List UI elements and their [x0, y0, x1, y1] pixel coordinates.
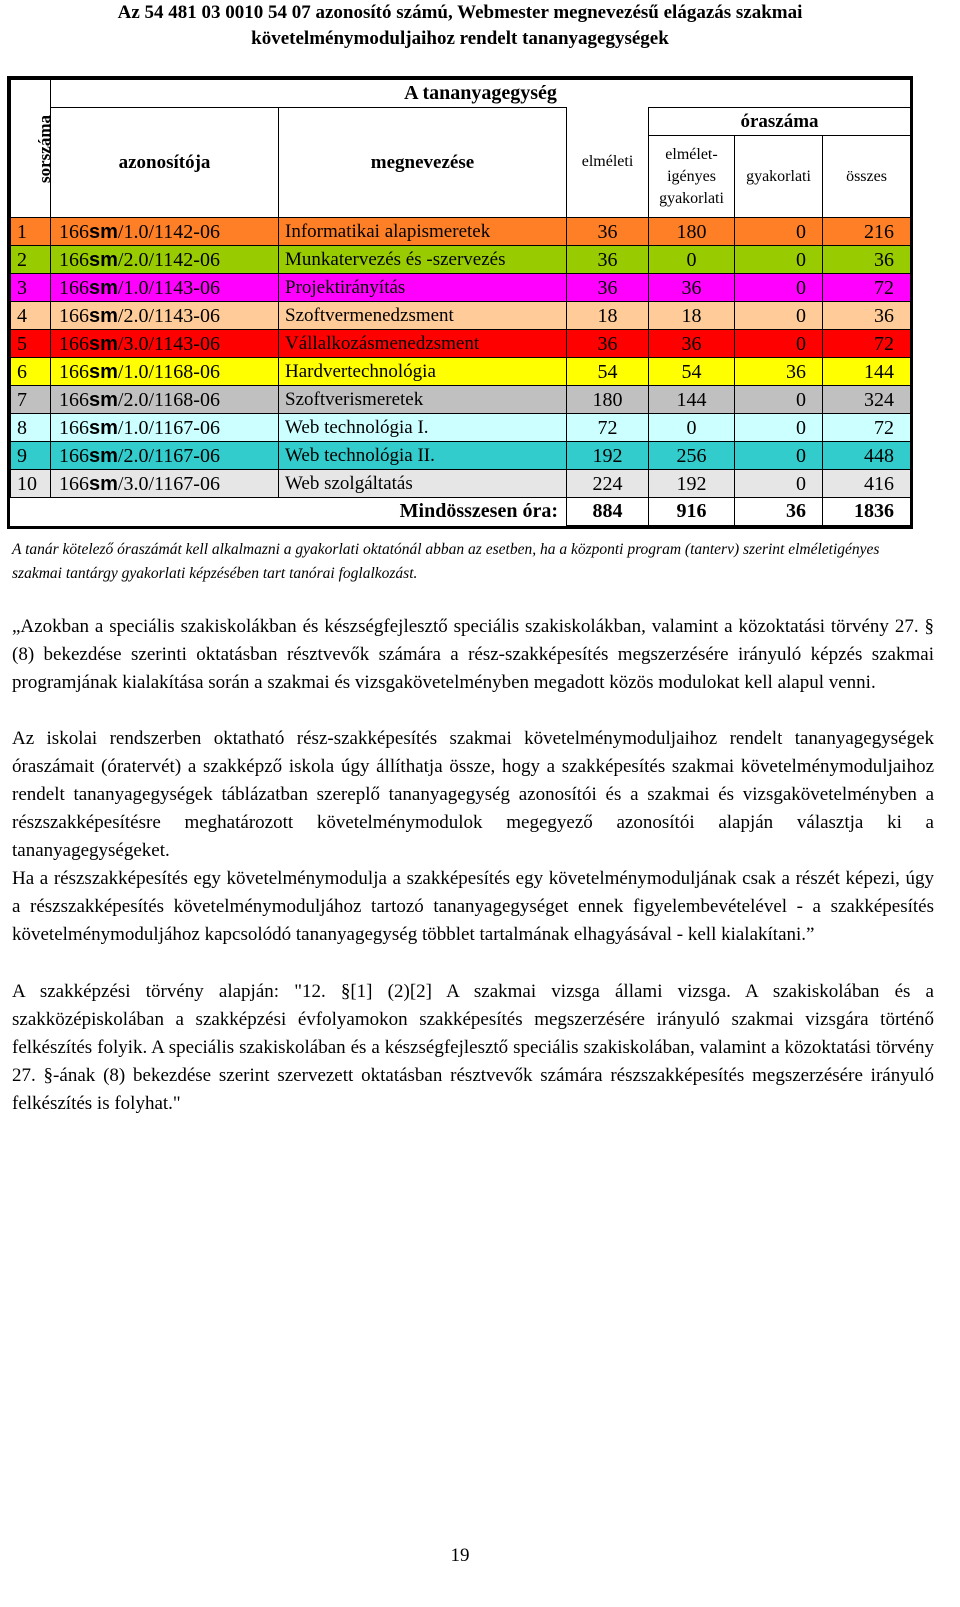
- code-sm: sm: [89, 472, 118, 495]
- paragraph-2: Az iskolai rendszerben oktatható rész-szakképesítés szakmai követelménymoduljaihoz rendelt tananyagegységek óraszámait (óratervét) a szakképző iskola úgy állíthatja össze, hogy a szakképesítés szakmai követelménymoduljaihoz rendelt tananyagegységek táblázatban szereplő tananyagegység azonosítói és a szakmai és vizsgakövetelményben a részszakképesítésre meghatározott követelménymodulok megegyező azonosítói alapján választja ki a tananyagegységeket.: [12, 728, 934, 861]
- row-gyakorlati: 0: [735, 218, 823, 246]
- title-line-1: Az 54 481 03 0010 54 07 azonosító számú, Webmester megnevezésű elágazás szakmai: [117, 2, 803, 23]
- row-gyakorlati: 0: [735, 442, 823, 470]
- code-suffix: /1.0/1168-06: [117, 360, 220, 383]
- code-suffix: /2.0/1168-06: [117, 388, 220, 411]
- row-osszes: 72: [823, 330, 911, 358]
- row-code: [51, 470, 279, 498]
- row-number: 6: [11, 358, 51, 386]
- row-elmeletigenyes: 0: [649, 246, 735, 274]
- row-code: [51, 218, 279, 246]
- row-gyakorlati: 0: [735, 274, 823, 302]
- row-code: [51, 386, 279, 414]
- row-gyakorlati: 0: [735, 302, 823, 330]
- total-row: [11, 498, 911, 526]
- code-prefix: 166: [59, 472, 89, 495]
- total-label: Mindösszesen óra:: [399, 500, 558, 523]
- code-prefix: 166: [59, 444, 89, 467]
- code-sm: sm: [89, 360, 118, 383]
- header-oraszama: óraszáma: [649, 108, 911, 136]
- code-sm: sm: [89, 444, 118, 467]
- header-elmeletigenyes-2: igényes: [667, 167, 716, 185]
- row-elmeleti: 192: [567, 442, 649, 470]
- row-gyakorlati: 36: [735, 358, 823, 386]
- row-elmeletigenyes: 144: [649, 386, 735, 414]
- header-megnevezese: megnevezése: [279, 108, 567, 218]
- row-elmeletigenyes: 18: [649, 302, 735, 330]
- row-gyakorlati: 0: [735, 414, 823, 442]
- row-name: Informatikai alapismeretek: [279, 218, 567, 246]
- row-elmeleti: 36: [567, 274, 649, 302]
- code-prefix: 166: [59, 248, 89, 271]
- header-elmeletigenyes: [649, 136, 735, 218]
- table-row: [11, 302, 911, 330]
- row-name: Szoftvermenedzsment: [279, 302, 567, 330]
- code-sm: sm: [89, 388, 118, 411]
- row-number: 7: [11, 386, 51, 414]
- code-sm: sm: [89, 220, 118, 243]
- row-osszes: 324: [823, 386, 911, 414]
- header-sorszama: [11, 80, 54, 218]
- total-elmeleti: 884: [567, 498, 649, 526]
- table-row: [11, 470, 911, 498]
- row-osszes: 36: [823, 246, 911, 274]
- units-table: [10, 79, 911, 526]
- row-name: Web technológia I.: [279, 414, 567, 442]
- code-suffix: /2.0/1167-06: [117, 444, 220, 467]
- code-suffix: /2.0/1142-06: [117, 248, 220, 271]
- table-row: [11, 358, 911, 386]
- row-elmeletigenyes: 0: [649, 414, 735, 442]
- total-osszes: 1836: [823, 498, 911, 526]
- header-osszes: összes: [823, 136, 911, 218]
- code-suffix: /3.0/1143-06: [117, 332, 220, 355]
- row-elmeletigenyes: 36: [649, 274, 735, 302]
- header-gyakorlati: gyakorlati: [735, 136, 823, 218]
- row-number: 9: [11, 442, 51, 470]
- row-elmeleti: 224: [567, 470, 649, 498]
- code-suffix: /1.0/1142-06: [117, 220, 220, 243]
- total-gyakorlati: 36: [735, 498, 823, 526]
- code-sm: sm: [89, 416, 118, 439]
- row-code: [51, 246, 279, 274]
- row-name: Hardvertechnológia: [279, 358, 567, 386]
- header-elmeletigenyes-1: elmélet-: [665, 145, 718, 163]
- code-suffix: /1.0/1143-06: [117, 276, 220, 299]
- row-osszes: 72: [823, 414, 911, 442]
- row-elmeleti: 36: [567, 330, 649, 358]
- table-row: [11, 274, 911, 302]
- table-row: [11, 218, 911, 246]
- header-sorszama-label: sorszáma: [34, 114, 54, 183]
- row-name: Web szolgáltatás: [279, 470, 567, 498]
- row-elmeletigenyes: 54: [649, 358, 735, 386]
- code-sm: sm: [89, 332, 118, 355]
- table-row: [11, 414, 911, 442]
- row-osszes: 448: [823, 442, 911, 470]
- row-number: 2: [11, 246, 51, 274]
- teacher-hours-note: A tanár kötelező óraszámát kell alkalmazni a gyakorlati oktatónál abban az esetben, ha a központi program (tanterv) szerint elméletigényes szakmai tantárgy gyakorlati képzésében tart tanórai foglalkozást.: [12, 541, 880, 582]
- row-osszes: 144: [823, 358, 911, 386]
- row-code: [51, 274, 279, 302]
- row-number: 5: [11, 330, 51, 358]
- code-prefix: 166: [59, 388, 89, 411]
- code-prefix: 166: [59, 360, 89, 383]
- code-sm: sm: [89, 248, 118, 271]
- row-elmeletigenyes: 256: [649, 442, 735, 470]
- row-code: [51, 414, 279, 442]
- row-elmeleti: 72: [567, 414, 649, 442]
- row-gyakorlati: 0: [735, 386, 823, 414]
- row-elmeleti: 180: [567, 386, 649, 414]
- row-code: [51, 330, 279, 358]
- code-suffix: /3.0/1167-06: [117, 472, 220, 495]
- code-prefix: 166: [59, 304, 89, 327]
- row-elmeletigenyes: 36: [649, 330, 735, 358]
- row-code: [51, 358, 279, 386]
- row-number: 3: [11, 274, 51, 302]
- code-prefix: 166: [59, 220, 89, 243]
- row-osszes: 36: [823, 302, 911, 330]
- page-number: 19: [450, 1545, 470, 1566]
- code-suffix: /1.0/1167-06: [117, 416, 220, 439]
- total-elmeletigenyes: 916: [649, 498, 735, 526]
- table-row: [11, 386, 911, 414]
- table-row: [11, 246, 911, 274]
- row-elmeleti: 36: [567, 246, 649, 274]
- row-code: [51, 442, 279, 470]
- row-osszes: 416: [823, 470, 911, 498]
- row-gyakorlati: 0: [735, 330, 823, 358]
- table-row: [11, 330, 911, 358]
- curriculum-table: [7, 76, 913, 529]
- code-prefix: 166: [59, 416, 89, 439]
- paragraph-4: A szakképzési törvény alapján: "12. §[1] (2)[2] A szakmai vizsga állami vizsga. A szakiskolában és a szakközépiskolában a szakképzési évfolyamokon szakképesítés megszerzésére irányuló szakmai vizsgára történő felkészítés folyik. A speciális szakiskolában és a készségfejlesztő speciális szakiskolában, valamint a közoktatási törvény 27. §-ának (8) bekezdése szerint szervezett oktatásban résztvevők számára részszakképesítés megszerzésére irányuló felkészítés is folyhat.": [12, 981, 934, 1114]
- code-suffix: /2.0/1143-06: [117, 304, 220, 327]
- header-elmeletigenyes-3: gyakorlati: [659, 189, 724, 207]
- row-number: 1: [11, 218, 51, 246]
- document-title: [0, 0, 920, 52]
- paragraph-1: „Azokban a speciális szakiskolákban és készségfejlesztő speciális szakiskolákban, valamint a közoktatási törvény 27. § (8) bekezdése szerinti oktatásban résztvevők számára a rész-szakképesítés megszerzésére irányuló képzés szakmai programjának kialakítása során a szakmai és vizsgakövetelményben megadott közös modulokat kell alapul venni.: [12, 616, 934, 693]
- code-prefix: 166: [59, 332, 89, 355]
- row-elmeleti: 18: [567, 302, 649, 330]
- header-group: A tananyagegység: [51, 80, 911, 108]
- row-gyakorlati: 0: [735, 470, 823, 498]
- code-prefix: 166: [59, 276, 89, 299]
- row-elmeletigenyes: 180: [649, 218, 735, 246]
- row-gyakorlati: 0: [735, 246, 823, 274]
- header-azonositoja: azonosítója: [51, 108, 279, 218]
- title-line-2: követelménymoduljaihoz rendelt tananyagegységek: [251, 28, 669, 49]
- row-name: Szoftverismeretek: [279, 386, 567, 414]
- row-name: Web technológia II.: [279, 442, 567, 470]
- row-number: 10: [11, 470, 51, 498]
- row-elmeleti: 36: [567, 218, 649, 246]
- row-number: 8: [11, 414, 51, 442]
- row-elmeletigenyes: 192: [649, 470, 735, 498]
- row-osszes: 216: [823, 218, 911, 246]
- row-name: Vállalkozásmenedzsment: [279, 330, 567, 358]
- row-name: Munkatervezés és -szervezés: [279, 246, 567, 274]
- row-code: [51, 302, 279, 330]
- code-sm: sm: [89, 276, 118, 299]
- row-name: Projektirányítás: [279, 274, 567, 302]
- row-osszes: 72: [823, 274, 911, 302]
- table-row: [11, 442, 911, 470]
- paragraph-3: Ha a részszakképesítés egy követelménymodulja a szakképesítés egy követelménymoduljának csak a részét képezi, úgy a részszakképesítés követelménymoduljához tartozó tananyagegységet ennek figyelembevételével - a szakképesítés követelménymoduljához kapcsolódó tananyagegység többlet tartalmának elhagyásával - kell kialakítani.”: [12, 868, 934, 945]
- header-elmeleti: elméleti: [567, 108, 649, 218]
- code-sm: sm: [89, 304, 118, 327]
- row-number: 4: [11, 302, 51, 330]
- row-elmeleti: 54: [567, 358, 649, 386]
